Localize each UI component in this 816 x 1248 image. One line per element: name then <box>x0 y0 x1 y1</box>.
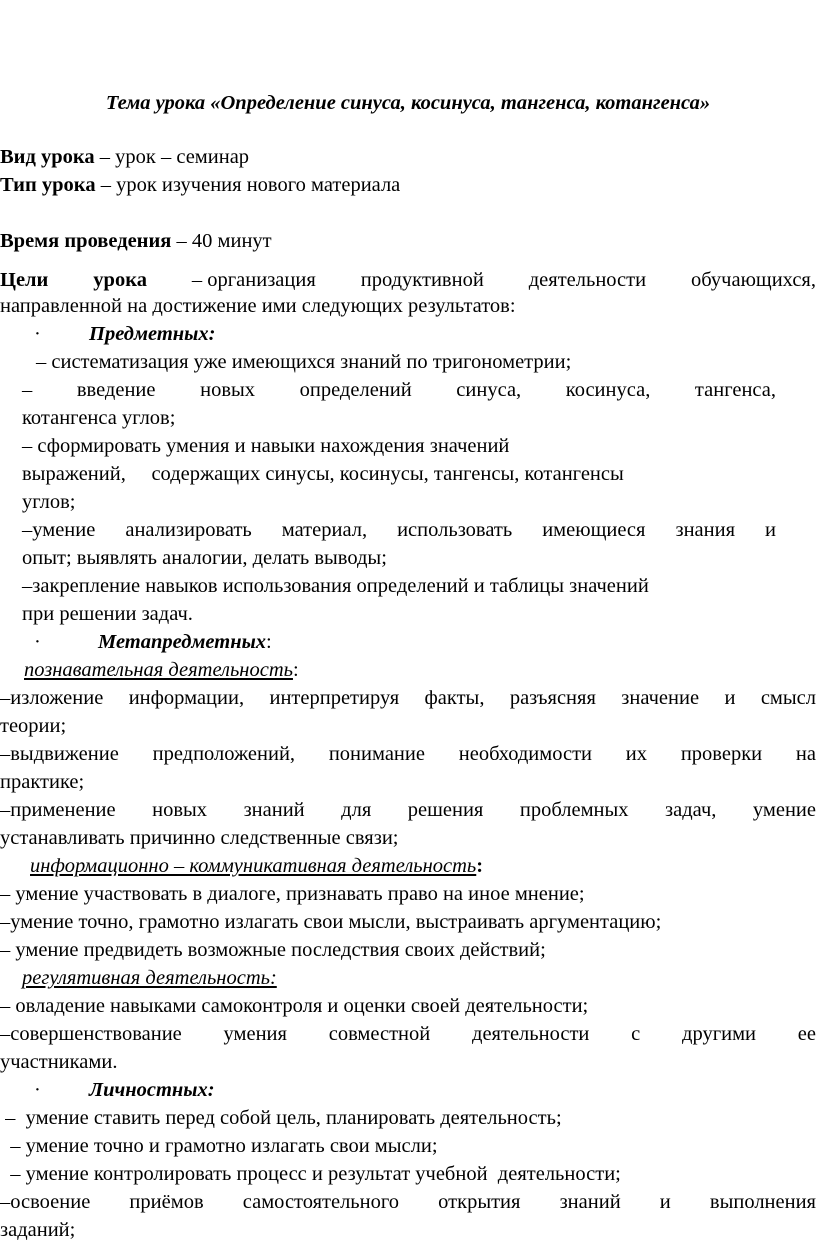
cognitive-line: –применение новых знаний для решения проблемных задач, умение <box>0 799 816 821</box>
personal-line: заданий; <box>0 1219 76 1241</box>
personal-line: – умение точно и грамотно излагать свои мысли; <box>0 1135 438 1157</box>
cognitive-line: –изложение информации, интерпретируя факты, разъясняя значение и смысл <box>0 687 816 709</box>
subject-item: при решении задач. <box>22 603 193 625</box>
regulative-heading <box>22 964 277 992</box>
cognitive-heading-colon: : <box>292 659 299 681</box>
cognitive-line: устанавливать причинно следственные связи; <box>0 827 399 849</box>
goals-line-2: направленной на достижение ими следующих результатов: <box>0 295 516 317</box>
communicative-heading <box>30 852 483 880</box>
subject-item: опыт; выявлять аналогии, делать выводы; <box>22 547 387 569</box>
personal-line: – умение контролировать процесс и результат учебной деятельности; <box>0 1163 621 1185</box>
communicative-line: –умение точно, грамотно излагать свои мысли, выстраивать аргументацию; <box>0 911 662 933</box>
lesson-kind-value: – урок – семинар <box>94 146 250 168</box>
personal-heading-text: Личностных: <box>89 1079 215 1101</box>
lesson-type-value: – урок изучения нового материала <box>95 174 401 196</box>
meta-heading-text: Метапредметных <box>98 631 267 653</box>
cognitive-line: практике; <box>0 771 85 793</box>
meta-heading <box>34 628 272 656</box>
duration-value: – 40 минут <box>171 230 272 252</box>
lesson-type-label: Тип урока <box>0 174 96 196</box>
lesson-duration <box>0 227 272 255</box>
regulative-line: – овладение навыками самоконтроля и оценки своей деятельности; <box>0 995 589 1017</box>
bullet-icon: · <box>34 631 41 653</box>
regulative-heading-text: регулятивная деятельность: <box>22 967 277 989</box>
cognitive-heading-text: познавательная деятельность <box>24 659 293 681</box>
personal-line: –освоение приёмов самостоятельного открытия знаний и выполнения <box>0 1191 816 1213</box>
subject-item: –умение анализировать материал, использовать имеющиеся знания и <box>22 519 776 541</box>
regulative-line: участниками. <box>0 1051 118 1073</box>
communicative-heading-text: информационно – коммуникативная деятельность <box>30 855 477 877</box>
subject-item: котангенса углов; <box>22 407 176 429</box>
bullet-icon: · <box>34 323 41 345</box>
lesson-type <box>0 171 400 199</box>
goals-word: – организация <box>191 269 316 291</box>
subject-item: углов; <box>22 491 76 513</box>
cognitive-line: –выдвижение предположений, понимание необходимости их проверки на <box>0 743 816 765</box>
subject-item: – систематизация уже имеющихся знаний по тригонометрии; <box>36 351 572 373</box>
cognitive-line: теории; <box>0 715 67 737</box>
goals-label-2: урока <box>93 269 147 291</box>
personal-line: – умение ставить перед собой цель, планировать деятельность; <box>0 1107 562 1129</box>
regulative-line: –совершенствование умения совместной деятельности с другими ее <box>0 1023 816 1045</box>
subject-heading-text: Предметных: <box>89 323 216 345</box>
bullet-icon: · <box>34 1079 41 1101</box>
communicative-heading-colon: : <box>476 855 484 877</box>
subject-item: выражений, содержащих синусы, косинусы, тангенсы, котангенсы <box>22 463 624 485</box>
cognitive-heading <box>24 656 299 684</box>
goals-label-1: Цели <box>0 269 49 291</box>
goals-word: продуктивной <box>360 269 484 291</box>
duration-label: Время проведения <box>0 230 172 252</box>
subject-item: –закрепление навыков использования определений и таблицы значений <box>22 575 649 597</box>
meta-heading-colon: : <box>266 631 272 653</box>
lesson-kind <box>0 143 249 171</box>
page-title: Тема урока «Определение синуса, косинуса, тангенса, котангенса» <box>105 92 711 114</box>
goals-word: обучающихся, <box>691 269 816 291</box>
communicative-line: – умение участвовать в диалоге, признавать право на иное мнение; <box>0 883 585 905</box>
subject-heading <box>34 320 215 348</box>
lesson-kind-label: Вид урока <box>0 146 95 168</box>
subject-item: – введение новых определений синуса, косинуса, тангенса, <box>22 379 776 401</box>
goals-word: деятельности <box>528 269 647 291</box>
personal-heading <box>34 1076 215 1104</box>
goals-line-1 <box>0 266 816 294</box>
communicative-line: – умение предвидеть возможные последствия своих действий; <box>0 939 546 961</box>
subject-item: – сформировать умения и навыки нахождения значений <box>22 435 510 457</box>
